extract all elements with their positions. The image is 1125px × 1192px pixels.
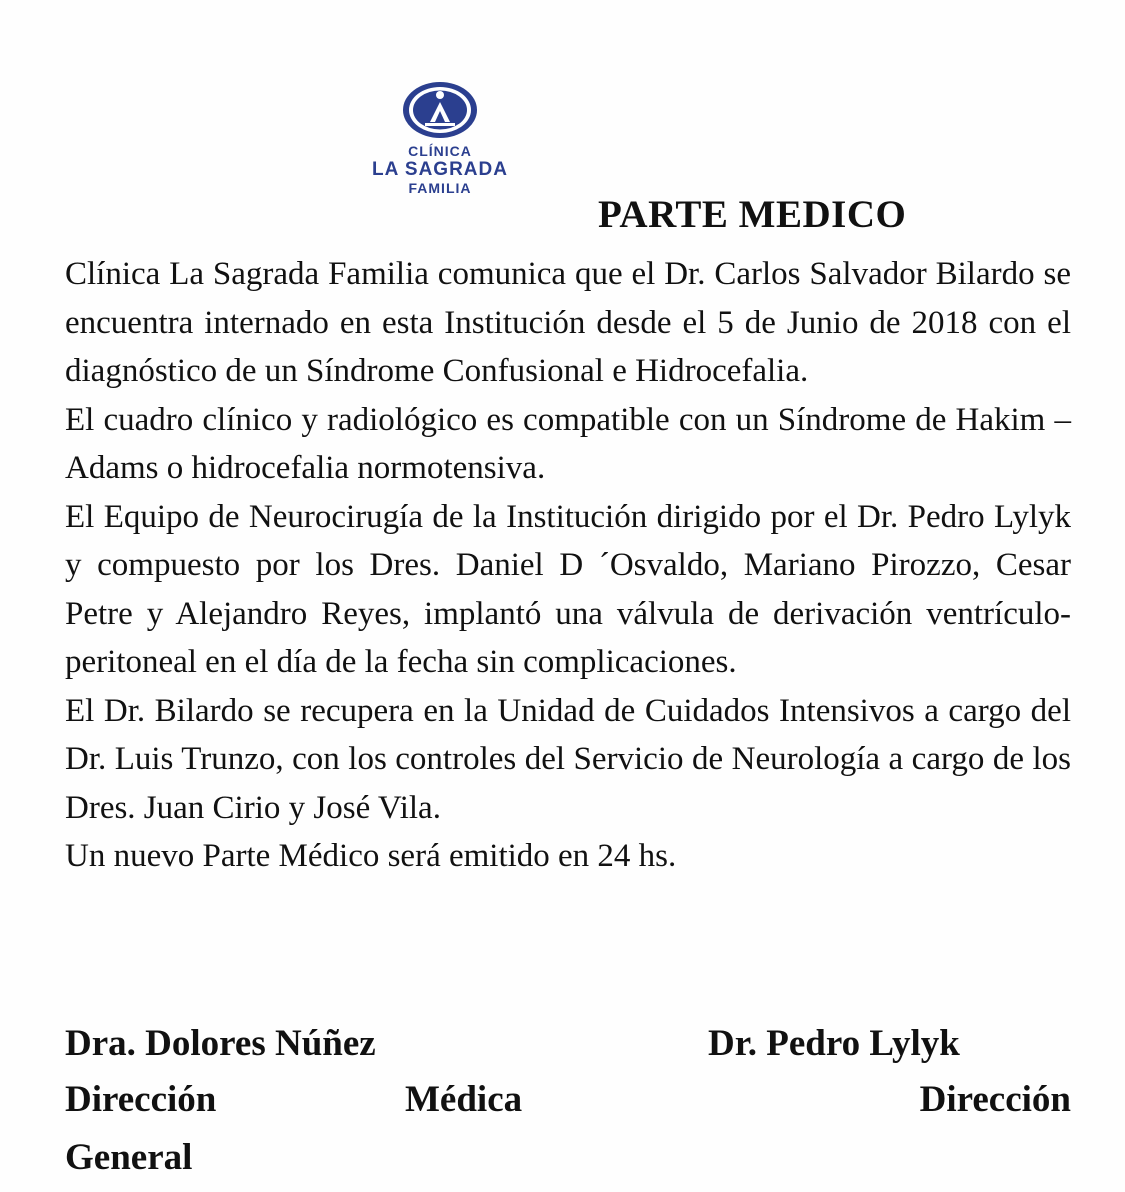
document-body	[65, 250, 1071, 881]
paragraph-2: El cuadro clínico y radiológico es compatible con un Síndrome de Hakim –Adams o hidrocefalia normotensiva.	[65, 401, 1071, 486]
paragraph-4: El Dr. Bilardo se recupera en la Unidad de Cuidados Intensivos a cargo del Dr. Luis Trunzo, con los controles del Servicio de Neurología a cargo de los Dres. Juan Cirio y José Vila.	[65, 692, 1071, 826]
signature-left-name: Dra. Dolores Núñez	[65, 1023, 376, 1064]
paragraph-3: El Equipo de Neurocirugía de la Institución dirigido por el Dr. Pedro Lylyk y compuesto por los Dres. Daniel D ´Osvaldo, Mariano Pirozzo, Cesar Petre y Alejandro Reyes, implantó una válvula de derivación ventrículo-peritoneal en el día de la fecha sin complicaciones.	[65, 498, 1071, 680]
logo-line-la-sagrada: LA SAGRADA	[372, 159, 508, 180]
paragraph-1: Clínica La Sagrada Familia comunica que el Dr. Carlos Salvador Bilardo se encuentra internado en esta Institución desde el 5 de Junio de 2018 con el diagnóstico de un Síndrome Confusional e Hidrocefalia.	[65, 256, 1071, 389]
signature-title-word-2: Médica	[405, 1079, 523, 1120]
signature-title-word-4: General	[65, 1137, 193, 1178]
signature-right-name: Dr. Pedro Lylyk	[708, 1023, 960, 1064]
signature-title-word-3: Dirección	[919, 1079, 1071, 1120]
clinic-logo-icon	[401, 80, 479, 140]
document-title: PARTE MEDICO	[598, 193, 907, 236]
paragraph-5: Un nuevo Parte Médico será emitido en 24 hs.	[65, 838, 677, 874]
logo-line-familia: FAMILIA	[408, 180, 472, 196]
logo-line-clinica: CLÍNICA	[408, 143, 472, 159]
clinic-logo	[355, 80, 525, 195]
signature-title-word-1: Dirección	[65, 1079, 217, 1120]
